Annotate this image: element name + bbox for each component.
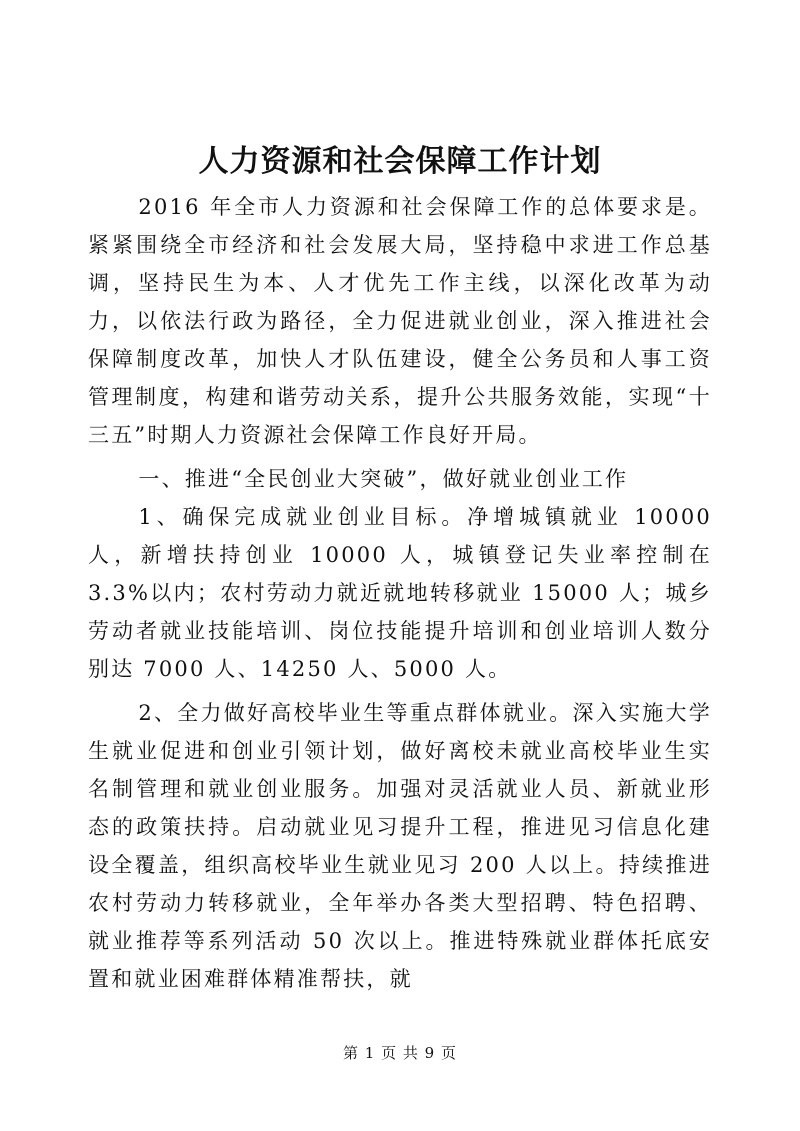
employment-goal-paragraph: 1、确保完成就业创业目标。净增城镇就业 10000 人，新增扶持创业 10000 人，城镇登记失业率控制在 3.3%以内；农村劳动力就近就地转移就业 15000 人；城乡劳动者就业技能培训、岗位技能提升培训和创业培训人数分别达 7000 人、14250 人、5000 人。 bbox=[88, 505, 712, 681]
document-title: 人力资源和社会保障工作计划 bbox=[198, 144, 602, 179]
graduate-employment-paragraph: 2、全力做好高校毕业生等重点群体就业。深入实施大学生就业促进和创业引领计划，做好离校未就业高校毕业生实名制管理和就业创业服务。加强对灵活就业人员、新就业形态的政策扶持。启动就业见习提升工程，推进见习信息化建设全覆盖，组织高校毕业生就业见习 200 人以上。持续推进农村劳动力转移就业，全年举办各类大型招聘、特色招聘、就业推荐等系列活动 50 次以上。推进特殊就业群体托底安置和就业困难群体精准帮扶，就 bbox=[88, 701, 712, 991]
document-body bbox=[88, 188, 712, 998]
section-heading: 一、推进“全民创业大突破”，做好就业创业工作 bbox=[138, 467, 629, 491]
intro-paragraph: 2016 年全市人力资源和社会保障工作的总体要求是。紧紧围绕全市经济和社会发展大局，坚持稳中求进工作总基调，坚持民生为本、人才优先工作主线，以深化改革为动力，以依法行政为路径，全力促进就业创业，深入推进社会保障制度改革，加快人才队伍建设，健全公务员和人事工资管理制度，构建和谐劳动关系，提升公共服务效能，实现“十三五”时期人力资源社会保障工作良好开局。 bbox=[88, 195, 712, 447]
page-number-footer: 第 1 页 共 9 页 bbox=[343, 1044, 457, 1062]
